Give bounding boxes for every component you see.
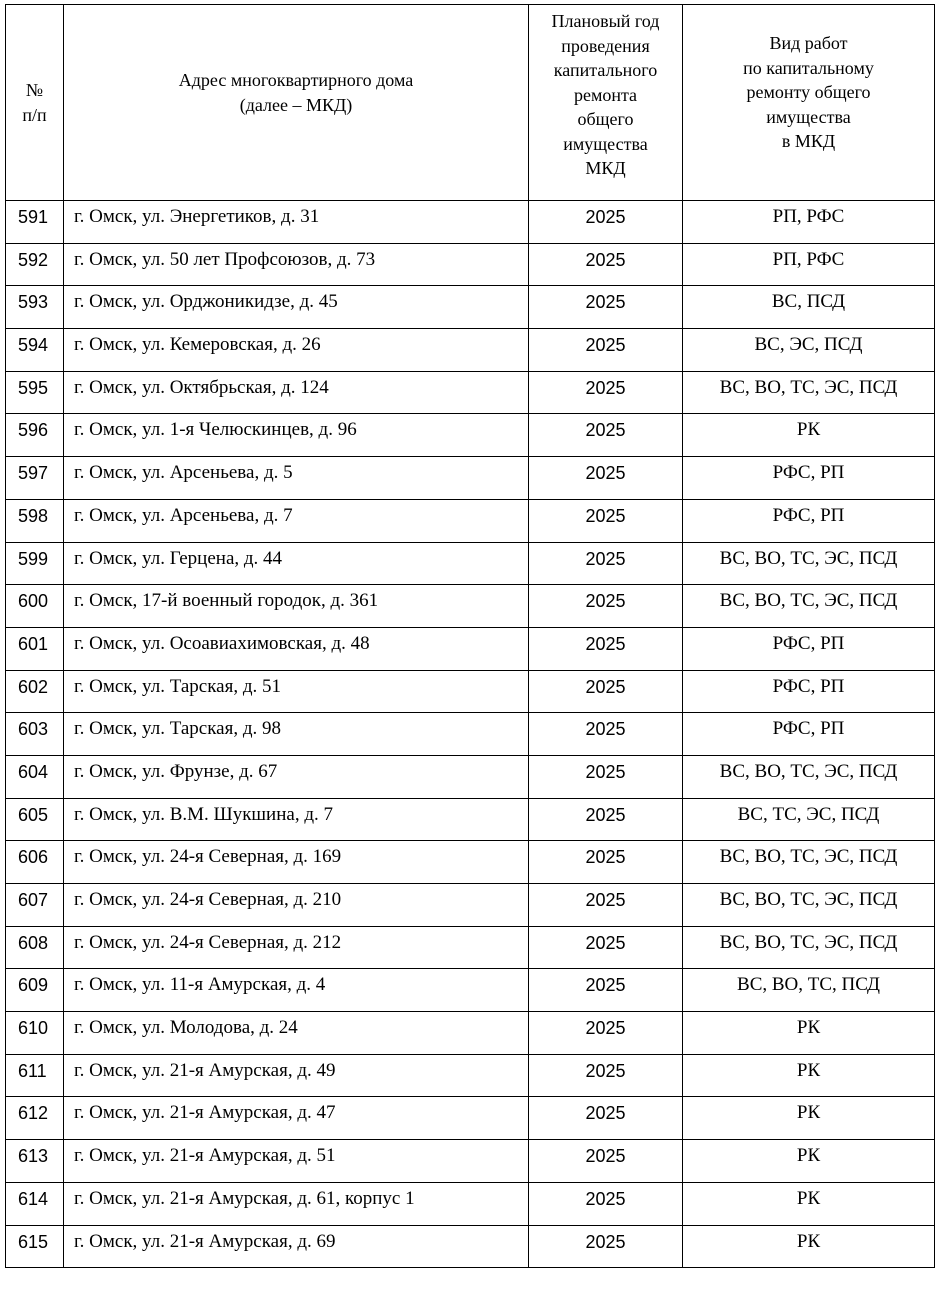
table-row [6,1140,935,1183]
row-works: РК [683,1054,935,1097]
row-works: РК [683,1140,935,1183]
row-year: 2025 [529,1097,683,1140]
row-address: г. Омск, ул. 21-я Амурская, д. 51 [64,1140,529,1183]
table-header-row [6,5,935,201]
row-number: 615 [6,1225,64,1268]
row-works: ВС, ВО, ТС, ЭС, ПСД [683,542,935,585]
row-address: г. Омск, ул. Арсеньева, д. 7 [64,499,529,542]
row-number: 601 [6,627,64,670]
row-year: 2025 [529,201,683,244]
row-number: 605 [6,798,64,841]
row-works: РФС, РП [683,627,935,670]
row-address: г. Омск, ул. 21-я Амурская, д. 49 [64,1054,529,1097]
row-number: 595 [6,371,64,414]
row-year: 2025 [529,1054,683,1097]
table-row [6,755,935,798]
row-number: 607 [6,884,64,927]
table-row [6,969,935,1012]
row-works: РФС, РП [683,670,935,713]
row-address: г. Омск, ул. 50 лет Профсоюзов, д. 73 [64,243,529,286]
row-works: ВС, ВО, ТС, ЭС, ПСД [683,841,935,884]
row-number: 603 [6,713,64,756]
row-year: 2025 [529,798,683,841]
row-works: ВС, ВО, ТС, ЭС, ПСД [683,371,935,414]
row-number: 594 [6,329,64,372]
row-works: РП, РФС [683,243,935,286]
table-row [6,926,935,969]
row-address: г. Омск, ул. Кемеровская, д. 26 [64,329,529,372]
row-number: 602 [6,670,64,713]
row-year: 2025 [529,414,683,457]
row-works: ВС, ВО, ТС, ЭС, ПСД [683,755,935,798]
row-works: РК [683,1097,935,1140]
row-number: 599 [6,542,64,585]
row-address: г. Омск, ул. 24-я Северная, д. 212 [64,926,529,969]
row-works: ВС, ПСД [683,286,935,329]
table-row [6,884,935,927]
table-row [6,841,935,884]
table-row [6,499,935,542]
row-number: 597 [6,457,64,500]
row-year: 2025 [529,841,683,884]
row-year: 2025 [529,371,683,414]
row-address: г. Омск, ул. 21-я Амурская, д. 69 [64,1225,529,1268]
row-number: 598 [6,499,64,542]
row-number: 606 [6,841,64,884]
row-number: 592 [6,243,64,286]
header-address: Адрес многоквартирного дома (далее – МКД) [64,5,529,201]
row-year: 2025 [529,286,683,329]
row-number: 613 [6,1140,64,1183]
row-works: ВС, ВО, ТС, ЭС, ПСД [683,585,935,628]
row-year: 2025 [529,969,683,1012]
row-works: РК [683,1012,935,1055]
row-works: РК [683,1225,935,1268]
header-num: № п/п [6,5,64,201]
row-year: 2025 [529,585,683,628]
row-number: 609 [6,969,64,1012]
table-row [6,713,935,756]
row-year: 2025 [529,1012,683,1055]
table-row [6,1182,935,1225]
row-address: г. Омск, ул. Осоавиахимовская, д. 48 [64,627,529,670]
row-year: 2025 [529,1182,683,1225]
row-address: г. Омск, ул. Фрунзе, д. 67 [64,755,529,798]
row-address: г. Омск, ул. Герцена, д. 44 [64,542,529,585]
row-address: г. Омск, ул. Арсеньева, д. 5 [64,457,529,500]
row-year: 2025 [529,713,683,756]
table-row [6,457,935,500]
row-number: 600 [6,585,64,628]
row-year: 2025 [529,457,683,500]
table-row [6,286,935,329]
row-address: г. Омск, ул. Тарская, д. 51 [64,670,529,713]
row-year: 2025 [529,243,683,286]
row-works: ВС, ВО, ТС, ЭС, ПСД [683,884,935,927]
row-works: РК [683,414,935,457]
table-row [6,542,935,585]
row-works: РФС, РП [683,457,935,500]
row-works: РК [683,1182,935,1225]
table-row [6,329,935,372]
row-address: г. Омск, ул. 24-я Северная, д. 210 [64,884,529,927]
row-address: г. Омск, ул. Энергетиков, д. 31 [64,201,529,244]
table-row [6,1225,935,1268]
row-address: г. Омск, ул. 21-я Амурская, д. 47 [64,1097,529,1140]
row-number: 610 [6,1012,64,1055]
table-row [6,670,935,713]
row-address: г. Омск, ул. 1-я Челюскинцев, д. 96 [64,414,529,457]
row-works: ВС, ВО, ТС, ЭС, ПСД [683,926,935,969]
table-body [6,201,935,1268]
row-address: г. Омск, ул. Орджоникидзе, д. 45 [64,286,529,329]
table-row [6,243,935,286]
row-number: 611 [6,1054,64,1097]
row-year: 2025 [529,670,683,713]
row-address: г. Омск, 17-й военный городок, д. 361 [64,585,529,628]
row-number: 608 [6,926,64,969]
row-number: 591 [6,201,64,244]
row-works: РП, РФС [683,201,935,244]
row-year: 2025 [529,329,683,372]
row-works: ВС, ЭС, ПСД [683,329,935,372]
row-address: г. Омск, ул. 11-я Амурская, д. 4 [64,969,529,1012]
row-works: РФС, РП [683,713,935,756]
repair-plan-table [5,4,935,1268]
header-works: Вид работ по капитальному ремонту общего имущества в МКД [683,5,935,201]
table-row [6,627,935,670]
row-number: 596 [6,414,64,457]
row-year: 2025 [529,499,683,542]
row-year: 2025 [529,755,683,798]
row-number: 612 [6,1097,64,1140]
table-row [6,585,935,628]
row-year: 2025 [529,1225,683,1268]
row-address: г. Омск, ул. Тарская, д. 98 [64,713,529,756]
row-works: ВС, ВО, ТС, ПСД [683,969,935,1012]
row-year: 2025 [529,884,683,927]
row-address: г. Омск, ул. 24-я Северная, д. 169 [64,841,529,884]
table-row [6,1012,935,1055]
row-number: 593 [6,286,64,329]
row-number: 604 [6,755,64,798]
table-row [6,1054,935,1097]
row-number: 614 [6,1182,64,1225]
row-address: г. Омск, ул. Октябрьская, д. 124 [64,371,529,414]
row-year: 2025 [529,542,683,585]
row-address: г. Омск, ул. Молодова, д. 24 [64,1012,529,1055]
row-address: г. Омск, ул. 21-я Амурская, д. 61, корпус 1 [64,1182,529,1225]
table-row [6,1097,935,1140]
table-row [6,371,935,414]
table-row [6,201,935,244]
table-row [6,414,935,457]
row-address: г. Омск, ул. В.М. Шукшина, д. 7 [64,798,529,841]
row-works: ВС, ТС, ЭС, ПСД [683,798,935,841]
row-works: РФС, РП [683,499,935,542]
row-year: 2025 [529,926,683,969]
row-year: 2025 [529,627,683,670]
header-year: Плановый год проведения капитального ремонта общего имущества МКД [529,5,683,201]
row-year: 2025 [529,1140,683,1183]
table-row [6,798,935,841]
